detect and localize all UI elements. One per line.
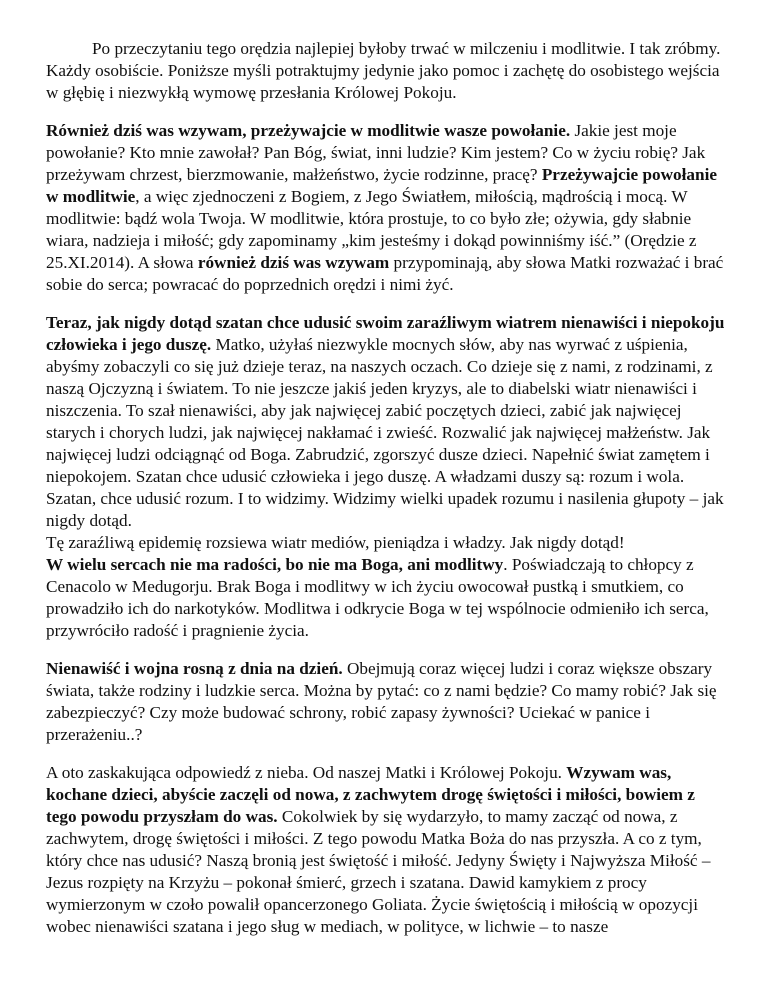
paragraph-line bbox=[46, 312, 726, 532]
text-run: . Poświadczają to chłopcy z Cenacolo w Medugorju. Brak Boga i modlitwy w ich życiu owocował pustką i smutkiem, co prowadziło ich do narkotyków. Modlitwa i odkrycie Boga w tej wspólnocie odmieniło ich serca, przywróciło radość i pragnienie życia. bbox=[46, 555, 709, 640]
paragraph-war bbox=[46, 658, 726, 746]
text-run: Po przeczytaniu tego orędzia najlepiej byłoby trwać w milczeniu i modlitwie. I tak zróbmy. Każdy osobiście. Poniższe myśli potraktujmy jedynie jako pomoc i zachętę do osobistego wejścia w głębię i niezwykłą wymowę przesłania Królowej Pokoju. bbox=[46, 39, 721, 102]
text-run: przypominają, aby słowa Matki rozważać i brać sobie do serca; powracać do poprzednich orędzi i nimi żyć. bbox=[46, 253, 724, 294]
text-run: Obejmują coraz więcej ludzi i coraz większe obszary świata, także rodziny i ludzkie serca. Można by pytać: co z nami będzie? Co mamy robić? Jak się zabezpieczyć? Czy może budować schrony, robić zapasy żywności? Uciekać w panice i przerażeniu..? bbox=[46, 659, 717, 744]
paragraph-line bbox=[46, 554, 726, 642]
paragraph-intro bbox=[46, 38, 726, 104]
bold-run: Nienawiść i wojna rosną z dnia na dzień. bbox=[46, 659, 343, 678]
bold-run: Teraz, jak nigdy dotąd szatan chce udusić swoim zaraźliwym wiatrem nienawiści i niepokoju człowieka i jego duszę. bbox=[46, 313, 725, 354]
bold-run: Również dziś was wzywam, przeżywajcie w modlitwie wasze powołanie. bbox=[46, 121, 571, 140]
paragraph-vocation bbox=[46, 120, 726, 296]
text-run: , a więc zjednoczeni z Bogiem, z Jego Światłem, miłością, mądrością i mocą. W modlitwie: bądź wola Twoja. W modlitwie, która prostuje, to co było złe; ożywia, gdy słabnie wiara, nadzieja i miłość; gdy zapominamy „kim jesteśmy i dokąd powinniśmy iść.” (Orędzie z 25.XI.2014). A słowa bbox=[46, 187, 697, 272]
bold-run: Przeżywajcie powołanie w modlitwie bbox=[46, 165, 717, 206]
text-run: Matko, użyłaś niezwykle mocnych słów, aby nas wyrwać z uśpienia, abyśmy zobaczyli co się już dzieje teraz, na naszych oczach. Co dzieje się z nami, z rodzinami, z naszą Ojczyzną i światem. To nie jeszcze jakiś jeden kryzys, ale to diabelski wiatr nienawiści i niszczenia. To szał nienawiści, aby jak najwięcej zabić poczętych dzieci, zabić jak najwięcej starych i chorych ludzi, jak najwięcej nakłamać i zwieść. Rozwalić jak najwięcej małżeństw. Jak najwięcej ludzi odciągnąć od Boga. Zabrudzić, zgorszyć dusze dzieci. Napełnić świat zamętem i niepokojem. Szatan chce udusić człowieka i jego duszę. A władzami duszy są: rozum i wola. Szatan, chce udusić rozum. I to widzimy. Widzimy wielki upadek rozumu i nasilenia głupoty – jak nigdy dotąd. bbox=[46, 335, 724, 530]
bold-run: W wielu sercach nie ma radości, bo nie ma Boga, ani modlitwy bbox=[46, 555, 504, 574]
bold-run: również dziś was wzywam bbox=[197, 253, 390, 272]
bold-run: Wzywam was, kochane dzieci, abyście zaczęli od nowa, z zachwytem drogę świętości i miłości, bowiem z tego powodu przyszłam do was. bbox=[46, 763, 695, 826]
document-page bbox=[46, 38, 726, 954]
text-run: Jakie jest moje powołanie? Kto mnie zawołał? Pan Bóg, świat, inni ludzie? Kim jestem? Co w życiu robię? Jak przeżywam chrzest, bierzmowanie, małżeństwo, życie rodzinne, pracę? bbox=[46, 121, 706, 184]
text-run: Tę zaraźliwą epidemię rozsiewa wiatr mediów, pieniądza i władzy. Jak nigdy dotąd! bbox=[46, 533, 625, 552]
paragraph-line bbox=[46, 532, 726, 554]
text-run: A oto zaskakująca odpowiedź z nieba. Od naszej Matki i Królowej Pokoju. bbox=[46, 763, 567, 782]
paragraph-satan bbox=[46, 312, 726, 642]
paragraph-answer bbox=[46, 762, 726, 938]
text-run: Cokolwiek by się wydarzyło, to mamy zacząć od nowa, z zachwytem, drogę świętości i miłości. Z tego powodu Matka Boża do nas przyszła. A co z tym, który chce nas udusić? Naszą bronią jest świętość i miłość. Jedyny Święty i Najwyższa Miłość – Jezus rozpięty na Krzyżu – pokonał śmierć, grzech i szatana. Dawid kamykiem z procy wymierzonym w czoło powalił opancerzonego Goliata. Życie świętością i miłością w opozycji wobec nienawiści szatana i jego sług w mediach, w polityce, w lichwie – to nasze bbox=[46, 807, 711, 936]
